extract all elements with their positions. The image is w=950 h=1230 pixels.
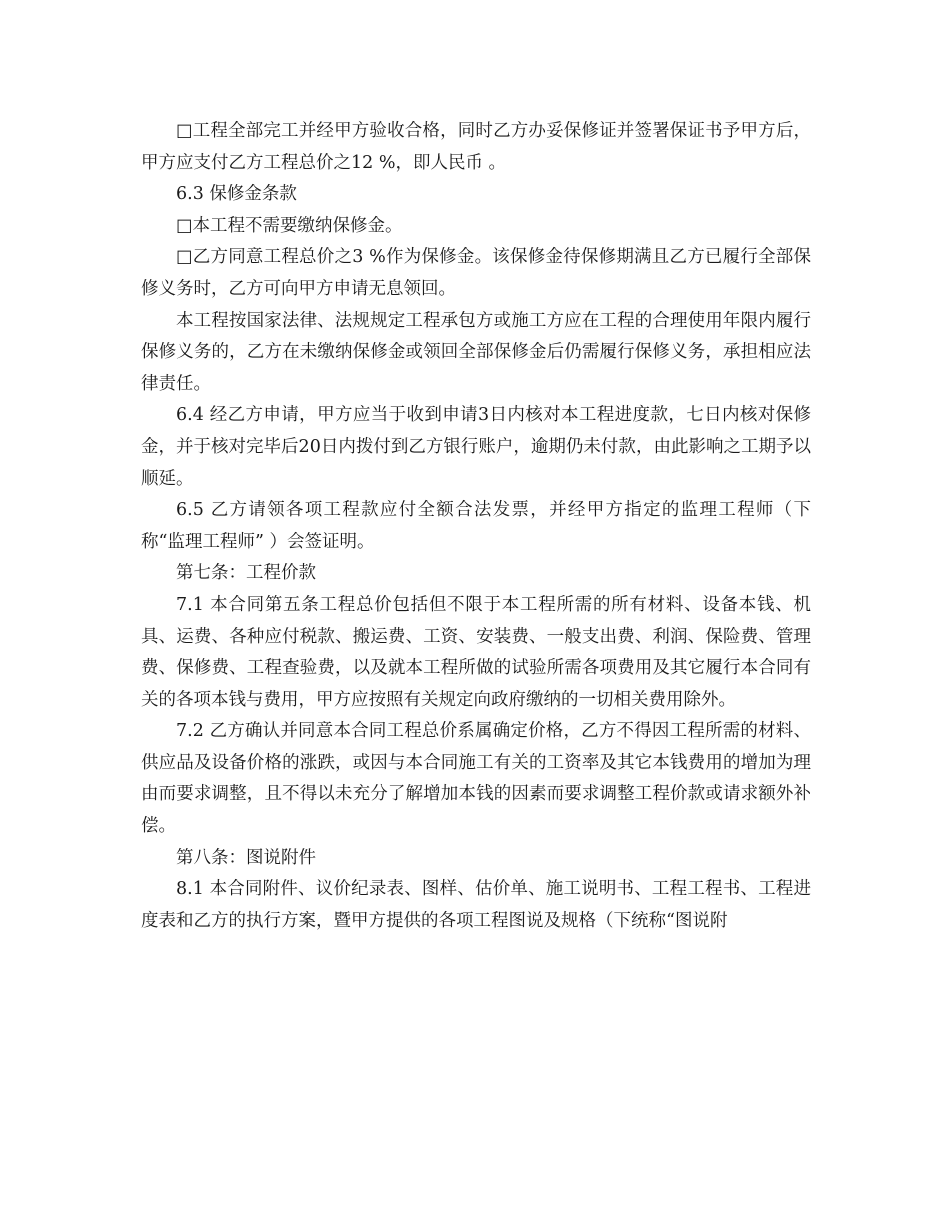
paragraph-7-2-fixed-price: 7.2 乙方确认并同意本合同工程总价系属确定价格，乙方不得因工程所需的材料、供应品及设备价格的涨跌，或因与本合同施工有关的工资率及其它本钱费用的增加为理由而要求调整，且不得以未充分了解增加本钱的因素而要求调整工程价款或请求额外补偿。 bbox=[141, 721, 811, 837]
heading-6-3-warranty-deposit: 6.3 保修金条款 bbox=[176, 184, 297, 205]
paragraph-no-warranty-deposit: □本工程不需要缴纳保修金。 bbox=[176, 215, 403, 236]
paragraph-legal-warranty-obligation: 本工程按国家法律、法规规定工程承包方或施工方应在工程的合理使用年限内履行保修义务的，乙方在未缴纳保修金或领回全部保修金后仍需履行保修义务，承担相应法律责任。 bbox=[141, 310, 811, 394]
heading-article-7-price: 第七条：工程价款 bbox=[176, 563, 316, 584]
paragraph-6-4-payment-review: 6.4 经乙方申请，甲方应当于收到申请3日内核对本工程进度款，七日内核对保修金，并于核对完毕后20日内拨付到乙方银行账户，逾期仍未付款，由此影响之工期予以顺延。 bbox=[141, 405, 811, 489]
paragraph-7-1-total-price-scope: 7.1 本合同第五条工程总价包括但不限于本工程所需的所有材料、设备本钱、机具、运费、各种应付税款、搬运费、工资、安装费、一般支出费、利润、保险费、管理费、保修费、工程查验费，以及就本工程所做的试验所需各项费用及其它履行本合同有关的各项本钱与费用，甲方应按照有关规定向政府缴纳的一切相关费用除外。 bbox=[141, 594, 811, 710]
paragraph-8-1-attachments: 8.1 本合同附件、议价纪录表、图样、估价单、施工说明书、工程工程书、工程进度表和乙方的执行方案，暨甲方提供的各项工程图说及规格（下统称“图说附 bbox=[141, 879, 811, 931]
heading-article-8-drawings: 第八条：图说附件 bbox=[176, 847, 316, 868]
document-body bbox=[141, 116, 811, 937]
paragraph-warranty-deposit-3-percent: □乙方同意工程总价之3 %作为保修金。该保修金待保修期满且乙方已履行全部保修义务时，乙方可向甲方申请无息领回。 bbox=[141, 247, 811, 299]
paragraph-6-5-invoice: 6.5 乙方请领各项工程款应付全额合法发票，并经甲方指定的监理工程师（下称“监理工程师” ）会签证明。 bbox=[141, 500, 811, 552]
paragraph-completion-payment: □工程全部完工并经甲方验收合格，同时乙方办妥保修证并签署保证书予甲方后，甲方应支付乙方工程总价之12 %，即人民币 。 bbox=[141, 121, 811, 173]
